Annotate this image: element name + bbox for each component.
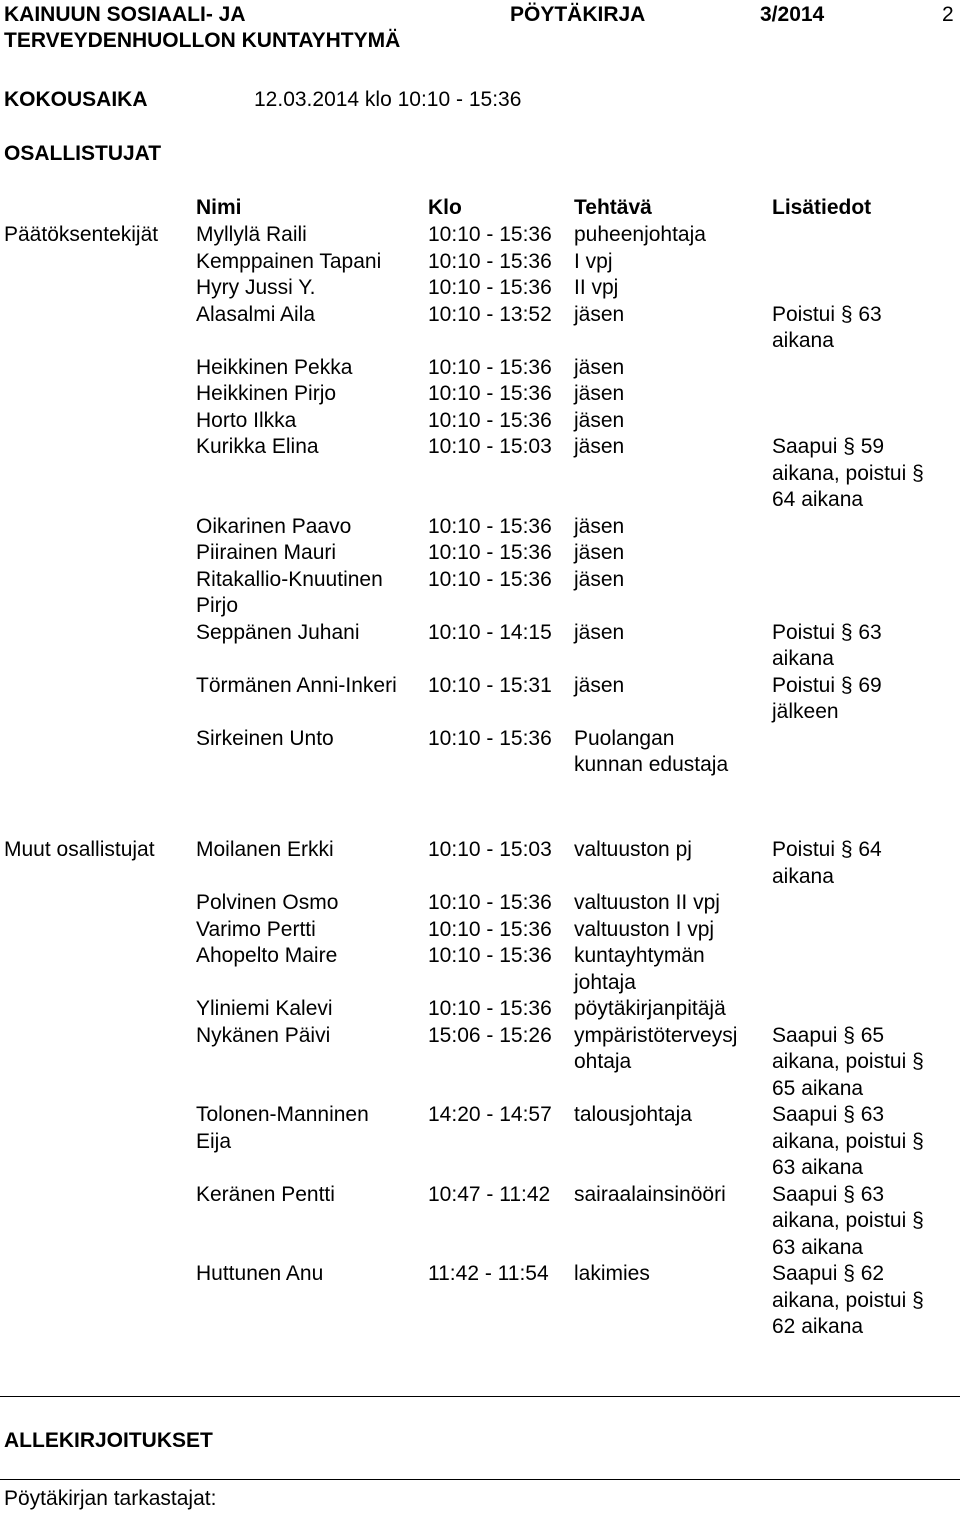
participant-time: 10:10 - 14:15 [428,620,552,644]
participant-role: jäsen [574,514,625,538]
participant-name: Horto Ilkka [196,408,297,432]
participant-notes: Poistui § 69 [772,673,882,697]
participant-time: 10:10 - 15:36 [428,944,552,967]
participant-notes: Saapui § 59 [772,435,885,458]
participant-role: kunnan edustaja [574,753,729,776]
participant-notes: Saapui § 62 [772,1262,885,1285]
participant-role: jäsen [574,541,625,564]
section-divider [0,1396,960,1397]
participant-time: 14:20 - 14:57 [428,1103,552,1126]
participant-role: talousjohtaja [574,1103,692,1126]
participant-name: Alasalmi Aila [196,302,316,326]
participant-time: 10:10 - 15:36 [428,726,552,750]
participant-name: Heikkinen Pirjo [196,382,337,405]
participant-role: jäsen [574,302,625,326]
participant-role: ympäristöterveysj [574,1023,738,1047]
participant-notes: aikana, poistui § [772,1209,924,1232]
participant-name: Heikkinen Pekka [196,355,353,379]
column-header-time: Klo [428,196,462,219]
participant-role: jäsen [574,408,625,432]
participant-notes: 62 aikana [772,1315,864,1338]
participant-name: Ritakallio-Knuutinen [196,567,383,591]
participant-time: 10:10 - 15:36 [428,997,552,1020]
participant-role: kuntayhtymän [574,944,705,967]
participant-time: 10:47 - 11:42 [428,1182,551,1206]
participant-name: Moilanen Erkki [196,838,334,861]
participant-role: II vpj [574,276,619,299]
participant-time: 10:10 - 15:36 [428,567,552,591]
participant-role: johtaja [574,970,636,994]
participant-time: 10:10 - 15:36 [428,276,552,299]
page-number: 2 [942,3,954,26]
participant-name: Yliniemi Kalevi [196,997,333,1020]
meeting-time-value: 12.03.2014 klo 10:10 - 15:36 [254,88,522,111]
participant-name: Nykänen Päivi [196,1023,331,1047]
column-header-role: Tehtävä [574,196,652,219]
participant-name: Myllylä Raili [196,223,307,246]
participant-notes: jälkeen [772,700,839,723]
participant-time: 11:42 - 11:54 [428,1262,549,1285]
column-header-notes: Lisätiedot [772,196,872,219]
signatures-heading: ALLEKIRJOITUKSET [4,1429,213,1452]
participant-time: 10:10 - 15:36 [428,355,552,379]
participant-time: 10:10 - 13:52 [428,302,552,326]
participant-role: jäsen [574,355,625,379]
participant-role: valtuuston pj [574,838,692,861]
participant-role: lakimies [574,1262,650,1285]
participant-role: valtuuston II vpj [574,891,720,914]
participant-name: Törmänen Anni-Inkeri [196,673,397,697]
participant-name: Varimo Pertti [196,917,316,941]
participant-name: Ahopelto Maire [196,944,338,967]
participant-role: ohtaja [574,1050,632,1073]
participant-notes: Saapui § 63 [772,1182,885,1206]
checkers-label: Pöytäkirjan tarkastajat: [4,1487,217,1510]
participant-notes: aikana [772,647,834,670]
participant-name: Sirkeinen Unto [196,726,334,750]
participant-role: jäsen [574,567,625,591]
participant-notes: 65 aikana [772,1076,864,1100]
participant-notes: aikana [772,864,834,888]
participant-role: pöytäkirjanpitäjä [574,997,726,1020]
participant-role: puheenjohtaja [574,223,706,246]
participant-time: 10:10 - 15:36 [428,249,552,273]
participant-name: Polvinen Osmo [196,891,339,914]
participant-name: Oikarinen Paavo [196,514,352,538]
doc-number: 3/2014 [760,3,825,26]
participant-name: Eija [196,1129,232,1153]
participant-time: 15:06 - 15:26 [428,1023,552,1047]
participant-time: 10:10 - 15:36 [428,891,552,914]
participant-notes: aikana, poistui § [772,461,924,485]
group-label: Muut osallistujat [4,838,155,861]
participant-time: 10:10 - 15:36 [428,514,552,538]
group-label: Päätöksentekijät [4,223,159,246]
participant-name: Tolonen-Manninen [196,1103,369,1126]
participant-notes: Saapui § 65 [772,1023,885,1047]
participant-notes: Saapui § 63 [772,1103,885,1126]
signatures-divider [0,1479,960,1480]
participant-time: 10:10 - 15:36 [428,382,552,405]
participant-time: 10:10 - 15:31 [428,673,552,697]
participant-name: Seppänen Juhani [196,620,360,644]
meeting-time-label: KOKOUSAIKA [4,88,148,111]
participant-role: sairaalainsinööri [574,1182,726,1206]
participant-notes: 64 aikana [772,488,864,511]
participant-notes: aikana, poistui § [772,1050,924,1073]
participants-heading: OSALLISTUJAT [4,142,162,165]
participant-name: Hyry Jussi Y. [196,276,316,299]
participant-name: Huttunen Anu [196,1262,324,1285]
participant-role: jäsen [574,382,625,405]
participant-role: valtuuston I vpj [574,917,715,941]
doc-type: PÖYTÄKIRJA [510,3,646,26]
participant-time: 10:10 - 15:03 [428,435,552,458]
participant-time: 10:10 - 15:36 [428,223,552,246]
participant-name: Keränen Pentti [196,1182,335,1206]
participant-role: jäsen [574,620,625,644]
participant-notes: aikana, poistui § [772,1288,924,1312]
participant-time: 10:10 - 15:36 [428,917,552,941]
column-header-name: Nimi [196,196,242,219]
participant-notes: Poistui § 63 [772,620,882,644]
participant-notes: aikana, poistui § [772,1129,924,1153]
participant-time: 10:10 - 15:03 [428,838,552,861]
participant-notes: 63 aikana [772,1235,864,1259]
participant-notes: Poistui § 64 [772,838,882,861]
participant-name: Kemppainen Tapani [196,249,382,273]
participant-time: 10:10 - 15:36 [428,408,552,432]
participant-notes: 63 aikana [772,1156,864,1179]
participant-name: Piirainen Mauri [196,541,337,564]
participant-role: I vpj [574,249,613,273]
participant-name: Kurikka Elina [196,435,319,458]
org-name-line1: KAINUUN SOSIAALI- JA [4,3,246,26]
participant-notes: aikana [772,329,834,352]
participant-role: jäsen [574,435,625,458]
participant-name: Pirjo [196,594,239,617]
participant-role: Puolangan [574,726,675,750]
org-name-line2: TERVEYDENHUOLLON KUNTAYHTYMÄ [4,29,401,52]
participant-notes: Poistui § 63 [772,302,882,326]
participant-time: 10:10 - 15:36 [428,541,552,564]
participant-role: jäsen [574,673,625,697]
